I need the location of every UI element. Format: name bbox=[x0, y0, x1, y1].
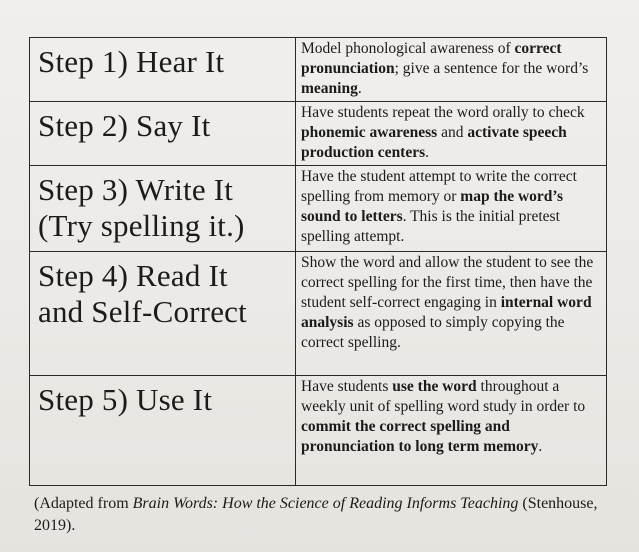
description-text: . bbox=[538, 438, 543, 455]
emphasized-text: phonemic awareness bbox=[301, 124, 438, 141]
citation-suffix: (Stenhouse, 2019). bbox=[34, 495, 598, 534]
steps-table bbox=[29, 37, 607, 486]
emphasized-text: correct pronunciation bbox=[301, 40, 562, 77]
step-title-line: Step 1) Hear It bbox=[38, 44, 225, 79]
table-row bbox=[30, 376, 607, 486]
step-title-line: (Try spelling it.) bbox=[38, 208, 245, 243]
step-title-line: Step 3) Write It bbox=[38, 172, 234, 207]
step-description bbox=[296, 252, 606, 355]
step-description bbox=[296, 166, 606, 249]
step-description bbox=[296, 38, 606, 101]
step-title-line: Step 5) Use It bbox=[38, 382, 213, 417]
description-text: Have students bbox=[301, 378, 393, 395]
table-row bbox=[30, 166, 607, 252]
description-text: ; give a sentence for the word’s bbox=[394, 60, 589, 77]
description-text: . bbox=[357, 80, 362, 97]
description-text: Have the student attempt to write the correct spelling from memory or bbox=[301, 168, 577, 205]
description-text: . bbox=[425, 144, 430, 161]
table-row bbox=[30, 102, 607, 166]
step-title-line: Step 2) Say It bbox=[38, 108, 211, 143]
step-title bbox=[30, 102, 295, 144]
description-text: . This is the initial pretest spelling attempt. bbox=[301, 208, 560, 245]
emphasized-text: commit the correct spelling and pronunciation to long term memory bbox=[301, 418, 539, 455]
table-row bbox=[30, 38, 607, 102]
emphasized-text: map the word’s sound to letters bbox=[301, 188, 564, 225]
citation-prefix: (Adapted from bbox=[34, 495, 133, 512]
step-title-cell bbox=[30, 376, 296, 486]
emphasized-text: internal word analysis bbox=[301, 294, 592, 331]
emphasized-text: meaning bbox=[301, 80, 358, 97]
step-title-cell bbox=[30, 166, 296, 252]
citation bbox=[34, 493, 614, 537]
step-title-line: Step 4) Read It bbox=[38, 258, 228, 293]
step-description-cell bbox=[296, 252, 607, 376]
step-title bbox=[30, 376, 295, 418]
description-text: throughout a weekly unit of spelling word study in order to bbox=[301, 378, 586, 415]
step-description-cell bbox=[296, 102, 607, 166]
step-description bbox=[296, 102, 606, 165]
description-text: Show the word and allow the student to see the correct spelling for the first time, then have the student self-correct engaging in bbox=[301, 254, 594, 311]
step-title-cell bbox=[30, 252, 296, 376]
step-description-cell bbox=[296, 38, 607, 102]
step-title-cell bbox=[30, 38, 296, 102]
step-description-cell bbox=[296, 166, 607, 252]
step-title-cell bbox=[30, 102, 296, 166]
step-title-line: and Self-Correct bbox=[38, 294, 247, 329]
step-title bbox=[30, 166, 295, 244]
step-title bbox=[30, 38, 295, 80]
emphasized-text: use the word bbox=[392, 378, 477, 395]
table-row bbox=[30, 252, 607, 376]
step-title bbox=[30, 252, 295, 330]
description-text: Have students repeat the word orally to check bbox=[301, 104, 585, 121]
citation-book-title: Brain Words: How the Science of Reading Informs Teaching bbox=[132, 495, 519, 512]
description-text: Model phonological awareness of bbox=[301, 40, 515, 57]
step-description bbox=[296, 376, 606, 459]
emphasized-text: activate speech production centers bbox=[301, 124, 567, 161]
description-text: as opposed to simply copying the correct spelling. bbox=[301, 314, 565, 351]
description-text: and bbox=[437, 124, 468, 141]
step-description-cell bbox=[296, 376, 607, 486]
